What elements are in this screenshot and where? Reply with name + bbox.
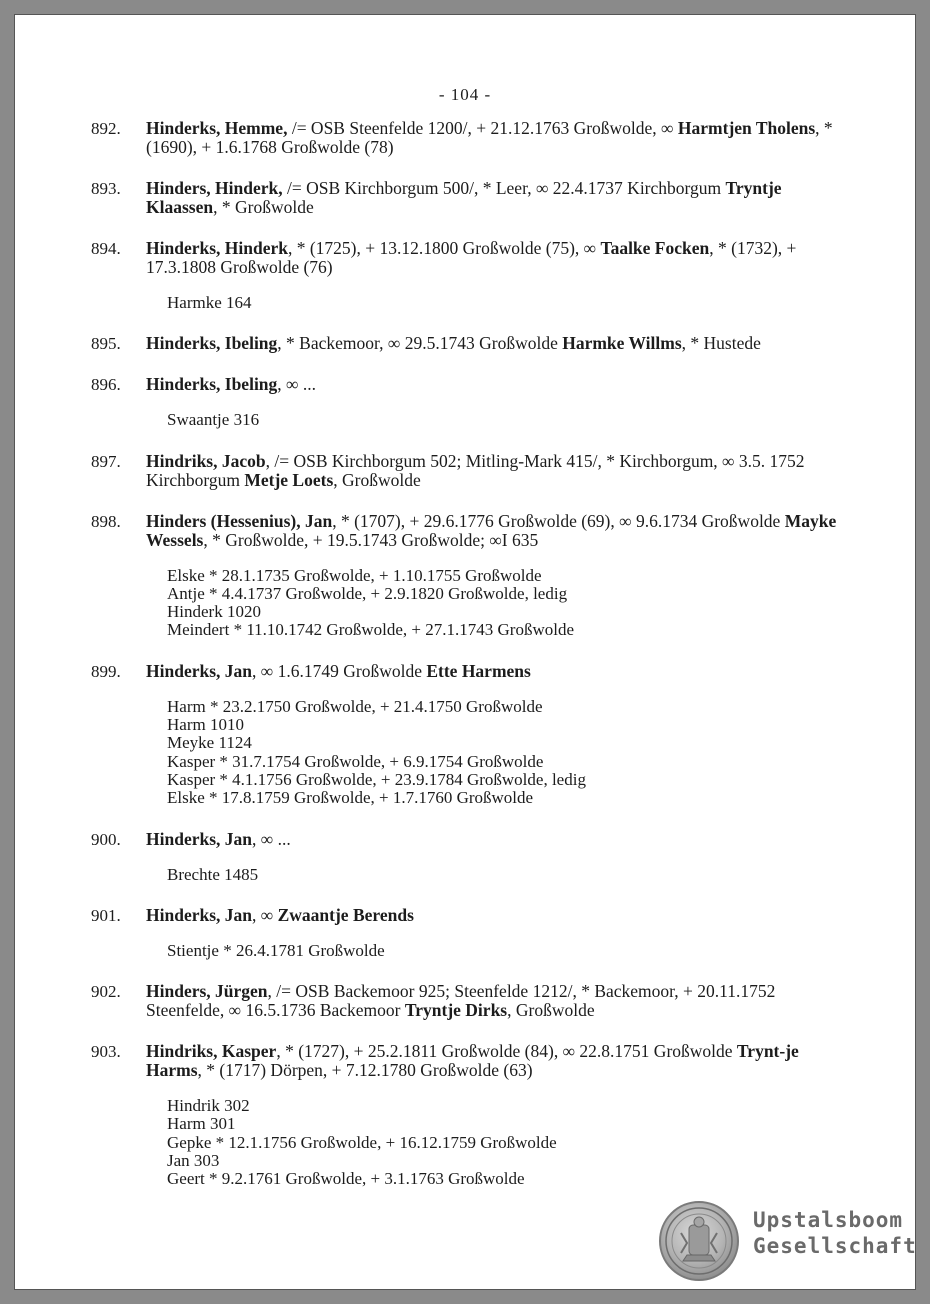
entry-text: [146, 115, 846, 157]
entry-text-segment: , * (1707), + 29.6.1776 Großwolde (69), ∞ 9.6.1734 Großwolde: [332, 510, 785, 531]
child-item: Jan 303: [167, 1151, 220, 1171]
org-name-line1: Upstalsboom: [753, 1208, 904, 1232]
entry-text-segment: , * (1732), + 17.3.1808 Großwolde (76): [146, 238, 797, 277]
child-item: Harmke 164: [167, 293, 252, 312]
person-name: Hinderks, Jan: [146, 904, 252, 925]
person-name: Harmke Willms: [562, 333, 682, 354]
entry-number: 892.: [91, 119, 121, 138]
person-name: Zwaantje Berends: [277, 904, 414, 925]
entry-list: [15, 115, 915, 1207]
seal-graphic: [661, 1203, 737, 1279]
children-list: [167, 1097, 915, 1188]
genealogy-entry: [15, 115, 915, 157]
child-item: Meyke 1124: [167, 733, 252, 753]
child-item: Hinderk 1020: [167, 602, 261, 622]
child-item: Harm * 23.2.1750 Großwolde, + 21.4.1750 Großwolde: [167, 696, 543, 716]
entry-number: 893.: [91, 179, 121, 198]
child-item: Meindert * 11.10.1742 Großwolde, + 27.1.1743 Großwolde: [167, 620, 574, 640]
entry-number: 894.: [91, 239, 121, 258]
child-item: Elske * 17.8.1759 Großwolde, + 1.7.1760 Großwolde: [167, 788, 534, 808]
entry-text-segment: , ∞ 1.6.1749 Großwolde: [252, 660, 427, 681]
genealogy-entry: [15, 235, 915, 312]
entry-text-segment: /= OSB Kirchborgum 500/, * Leer, ∞ 22.4.1737 Kirchborgum: [282, 178, 726, 198]
entry-text: [146, 1038, 846, 1080]
children-list: [167, 567, 915, 640]
genealogy-entry: [15, 371, 915, 429]
child-item: Swaantje 316: [167, 410, 260, 430]
entry-text: [146, 448, 846, 490]
entry-text-segment: , /= OSB Backemoor 925; Steenfelde 1212/, * Backemoor, + 20.11.1752 Steenfelde, ∞ 16.5.1736 Backemoor: [146, 981, 776, 1021]
entry-number: 901.: [91, 905, 121, 925]
entry-text-segment: , /= OSB Kirchborgum 502; Mitling-Mark 415/, * Kirchborgum, ∞ 3.5. 1752 Kirchborgum: [146, 450, 805, 490]
children-list: [167, 294, 915, 312]
person-name: Tryntje Dirks: [404, 1000, 508, 1021]
entry-text: [146, 175, 846, 217]
document-page: [14, 14, 916, 1290]
entry-text: [146, 330, 846, 353]
entry-text-segment: , Großwolde: [333, 469, 421, 490]
children-list: [167, 411, 915, 429]
entry-text-segment: , * Backemoor, ∞ 29.5.1743 Großwolde: [277, 333, 563, 354]
page-number: - 104 -: [438, 85, 492, 104]
person-name: Hinderks, Ibeling: [146, 333, 278, 354]
entry-text-segment: , * Großwolde, + 19.5.1743 Großwolde; ∞I 635: [203, 529, 539, 550]
entry-text-segment: , ∞ ...: [252, 828, 291, 849]
entry-text: [146, 508, 846, 550]
genealogy-entry: [15, 508, 915, 640]
genealogy-entry: [15, 330, 915, 353]
entry-text: [146, 902, 846, 925]
genealogy-entry: [15, 826, 915, 884]
genealogy-entry: [15, 978, 915, 1020]
person-name: Hinderks, Jan: [146, 828, 252, 849]
entry-text-segment: , * (1690), + 1.6.1768 Großwolde (78): [146, 118, 833, 157]
entry-number: 899.: [91, 661, 121, 681]
person-name: Harmtjen Tholens: [677, 118, 816, 138]
person-name: Taalke Focken: [600, 238, 710, 258]
entry-number: 897.: [91, 451, 121, 471]
person-name: Trynt-je Harms: [146, 1041, 799, 1081]
person-name: Hindriks, Jacob: [146, 450, 266, 471]
entry-number: 903.: [91, 1042, 121, 1062]
person-name: Ette Harmens: [426, 660, 531, 681]
entry-text-segment: , * Großwolde: [213, 197, 314, 217]
child-item: Brechte 1485: [167, 864, 259, 884]
person-name: Hinders, Hinderk,: [146, 178, 283, 198]
children-list: [167, 866, 915, 884]
entry-text-segment: , ∞ ...: [277, 374, 317, 395]
entry-text-segment: , ∞: [252, 904, 278, 925]
genealogy-entry: [15, 658, 915, 808]
child-item: Stientje * 26.4.1781 Großwolde: [167, 940, 385, 960]
person-name: Hindriks, Kasper: [146, 1041, 277, 1062]
entry-number: 896.: [91, 375, 121, 395]
entry-text-segment: , * (1717) Dörpen, + 7.12.1780 Großwolde (63): [197, 1060, 533, 1081]
entry-text: [146, 978, 846, 1020]
child-item: Kasper * 31.7.1754 Großwolde, + 6.9.1754 Großwolde: [167, 751, 544, 771]
entry-number: 898.: [91, 511, 121, 531]
entry-text: [146, 826, 846, 849]
genealogy-entry: [15, 448, 915, 490]
person-name: Hinders (Hessenius), Jan: [146, 510, 333, 531]
entry-number: 900.: [91, 829, 121, 849]
entry-text-segment: , * (1727), + 25.2.1811 Großwolde (84), ∞ 22.8.1751 Großwolde: [276, 1041, 737, 1062]
child-item: Antje * 4.4.1737 Großwolde, + 2.9.1820 Großwolde, ledig: [167, 583, 568, 603]
child-item: Geert * 9.2.1761 Großwolde, + 3.1.1763 Großwolde: [167, 1169, 525, 1189]
entry-text-segment: , * Hustede: [681, 333, 761, 354]
entry-text-segment: , Großwolde: [507, 1000, 595, 1021]
entry-number: 895.: [91, 334, 121, 354]
entry-text: [146, 235, 846, 277]
child-item: Elske * 28.1.1735 Großwolde, + 1.10.1755 Großwolde: [167, 565, 542, 585]
org-name-line2: Gesellschaft: [753, 1234, 917, 1258]
child-item: Harm 301: [167, 1114, 236, 1134]
child-item: Gepke * 12.1.1756 Großwolde, + 16.12.1759 Großwolde: [167, 1132, 557, 1152]
entry-text: [146, 658, 846, 681]
genealogy-entry: [15, 902, 915, 960]
child-item: Harm 1010: [167, 715, 244, 735]
person-name: Tryntje Klaassen: [146, 178, 782, 217]
entry-text: [146, 371, 846, 394]
genealogy-entry: [15, 175, 915, 217]
children-list: [167, 942, 915, 960]
person-name: Hinders, Jürgen: [146, 981, 268, 1002]
person-name: Metje Loets: [244, 469, 334, 490]
entry-number: 902.: [91, 982, 121, 1002]
seal-icon: [659, 1201, 739, 1281]
publisher-logo: [659, 1201, 917, 1281]
entry-text-segment: , * (1725), + 13.12.1800 Großwolde (75), ∞: [287, 238, 601, 258]
genealogy-entry: [15, 1038, 915, 1188]
entry-text-segment: /= OSB Steenfelde 1200/, + 21.12.1763 Großwolde, ∞: [287, 118, 678, 138]
person-name: Mayke Wessels: [146, 510, 837, 550]
child-item: Hindrik 302: [167, 1096, 250, 1116]
person-name: Hinderks, Ibeling: [146, 374, 278, 395]
organization-name: [753, 1207, 917, 1259]
person-name: Hinderks, Jan: [146, 660, 252, 681]
child-item: Kasper * 4.1.1756 Großwolde, + 23.9.1784 Großwolde, ledig: [167, 769, 586, 789]
children-list: [167, 698, 915, 808]
person-name: Hinderks, Hemme,: [146, 118, 288, 138]
person-name: Hinderks, Hinderk: [146, 238, 288, 258]
